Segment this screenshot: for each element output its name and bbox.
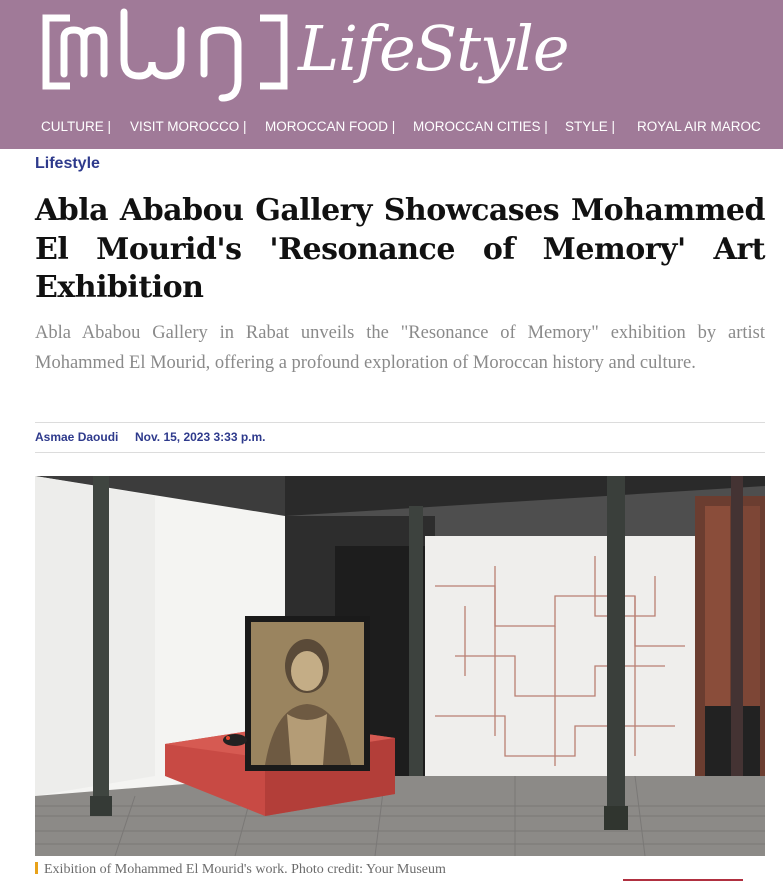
article-category-link[interactable]: Lifestyle [35,155,100,172]
nav-item-style[interactable]: STYLE | [565,119,616,134]
image-caption [35,862,446,880]
article-subtitle: Abla Ababou Gallery in Rabat unveils the "Resonance of Memory" exhibition by artist Mohammed El Mourid, offering a profound exploration of Moroccan history and culture. [35,323,765,373]
site-logo[interactable] [40,4,580,104]
byline-bottom-divider [35,452,765,453]
gallery-photo [35,476,765,856]
caption-text: Exibition of Mohammed El Mourid's work. Photo credit: Your Museum [44,862,446,877]
nav-item-moroccan-food[interactable]: MOROCCAN FOOD | [265,119,396,134]
nav-item-culture[interactable]: CULTURE | [41,119,112,134]
nav-item-moroccan-cities[interactable]: MOROCCAN CITIES | [413,119,548,134]
nav-item-royal-air-maroc[interactable]: ROYAL AIR MAROC [637,119,761,134]
caption-accent-bar [35,862,38,874]
site-header [0,0,783,149]
main-nav [0,118,783,138]
lifestyle-brand-text: LifeStyle [298,12,569,85]
byline-top-divider [35,422,765,423]
article-title: Abla Ababou Gallery Showcases Mohammed El Mourid's 'Resonance of Memory' Art Exhibition [35,193,765,305]
author-link[interactable]: Asmae Daoudi [35,430,119,444]
article-hero-image[interactable] [35,476,765,856]
publish-date: Nov. 15, 2023 3:33 p.m. [135,430,266,444]
mwn-logo-mark [40,4,290,104]
nav-item-visit-morocco[interactable]: VISIT MOROCCO | [130,119,247,134]
